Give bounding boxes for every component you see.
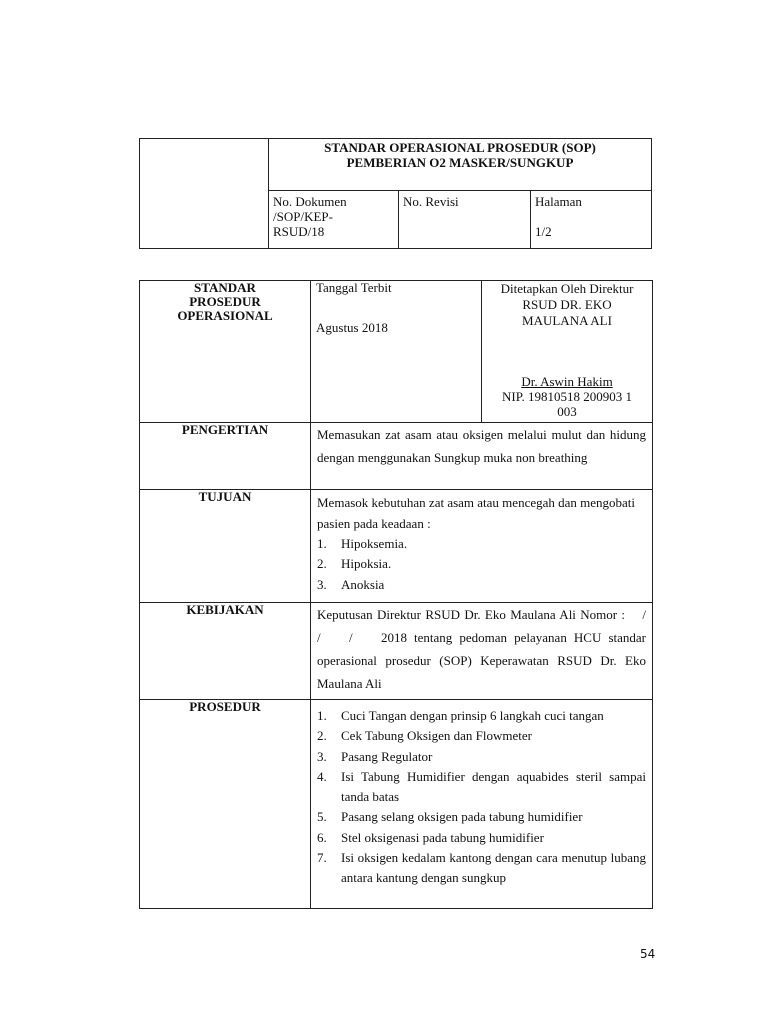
nip-line1: NIP. 19810518 200903 1 bbox=[501, 389, 632, 404]
ditetapkan-line1: Ditetapkan Oleh Direktur bbox=[500, 281, 634, 296]
list-item: 2. Cek Tabung Oksigen dan Flowmeter bbox=[317, 728, 532, 744]
list-item: 2. Hipoksia. bbox=[317, 556, 392, 572]
tanggal-terbit-label: Tanggal Terbit bbox=[316, 280, 392, 295]
tanggal-terbit-value: Agustus 2018 bbox=[316, 320, 388, 335]
sop-label-line1: STANDAR bbox=[194, 280, 256, 295]
sop-label-line2: PROSEDUR bbox=[189, 294, 261, 309]
prosedur-list bbox=[317, 706, 646, 889]
sop-label-cell bbox=[140, 281, 311, 423]
sop-title-line1: STANDAR OPERASIONAL PROSEDUR (SOP) bbox=[324, 140, 596, 155]
tujuan-label: TUJUAN bbox=[140, 490, 311, 603]
prosedur-content bbox=[311, 700, 653, 909]
list-item: 5. Pasang selang oksigen pada tabung humidifier bbox=[317, 809, 583, 825]
signer-name: Dr. Aswin Hakim bbox=[521, 374, 613, 389]
list-item: 1. Hipoksemia. bbox=[317, 536, 408, 551]
list-item: 3. Pasang Regulator bbox=[317, 748, 433, 764]
halaman-label: Halaman bbox=[535, 194, 582, 209]
sop-main-table bbox=[139, 280, 659, 909]
kebijakan-text: Keputusan Direktur RSUD Dr. Eko Maulana Ali Nomor : / / / 2018 tentang pedoman pelayanan HCU standar operasional prosedur (SOP) Keperawatan RSUD Dr. Eko Maulana Ali bbox=[311, 603, 653, 700]
list-item: 3. Anoksia bbox=[317, 576, 385, 592]
nip-line2: 003 bbox=[557, 404, 577, 419]
tujuan-list bbox=[317, 534, 646, 595]
sop-header-table bbox=[139, 138, 652, 249]
pengertian-text: Memasukan zat asam atau oksigen melalui mulut dan hidung dengan menggunakan Sungkup muka non breathing bbox=[311, 423, 653, 490]
logo-cell bbox=[140, 139, 269, 249]
no-dokumen-cell bbox=[269, 191, 399, 249]
halaman-cell bbox=[531, 191, 652, 249]
kebijakan-row bbox=[140, 603, 653, 700]
kebijakan-label: KEBIJAKAN bbox=[140, 603, 311, 700]
no-dokumen-value-line1: /SOP/KEP- bbox=[273, 209, 333, 224]
no-dokumen-value-line2: RSUD/18 bbox=[273, 224, 325, 239]
prosedur-row bbox=[140, 700, 653, 909]
list-item: 4. Isi Tabung Humidifier dengan aquabides steril sampai tanda batas bbox=[317, 768, 646, 805]
tanggal-terbit-cell bbox=[311, 281, 482, 423]
no-dokumen-label: No. Dokumen bbox=[273, 194, 347, 209]
pengertian-row bbox=[140, 423, 653, 490]
list-item: 7. Isi oksigen kedalam kantong dengan cara menutup lubang antara kantung dengan sungkup bbox=[317, 850, 646, 886]
tujuan-content bbox=[311, 490, 653, 603]
prosedur-label: PROSEDUR bbox=[140, 700, 311, 909]
tujuan-intro: Memasok kebutuhan zat asam atau mencegah dan mengobati pasien pada keadaan : bbox=[317, 495, 636, 531]
halaman-value: 1/2 bbox=[535, 224, 552, 239]
info-row bbox=[140, 281, 653, 423]
ditetapkan-line2: RSUD DR. EKO bbox=[522, 297, 612, 312]
page-number: 54 bbox=[640, 947, 656, 961]
no-revisi-label: No. Revisi bbox=[403, 194, 459, 209]
sop-title-cell bbox=[269, 139, 652, 191]
sop-label-line3: OPERASIONAL bbox=[177, 308, 273, 323]
ditetapkan-cell bbox=[482, 281, 653, 423]
ditetapkan-line3: MAULANA ALI bbox=[522, 313, 612, 328]
sop-title-line2: PEMBERIAN O2 MASKER/SUNGKUP bbox=[346, 155, 574, 170]
list-item: 6. Stel oksigenasi pada tabung humidifier bbox=[317, 829, 544, 845]
no-revisi-cell bbox=[399, 191, 531, 249]
list-item: 1. Cuci Tangan dengan prinsip 6 langkah cuci tangan bbox=[317, 708, 604, 723]
tujuan-row bbox=[140, 490, 653, 603]
pengertian-label: PENGERTIAN bbox=[140, 423, 311, 490]
